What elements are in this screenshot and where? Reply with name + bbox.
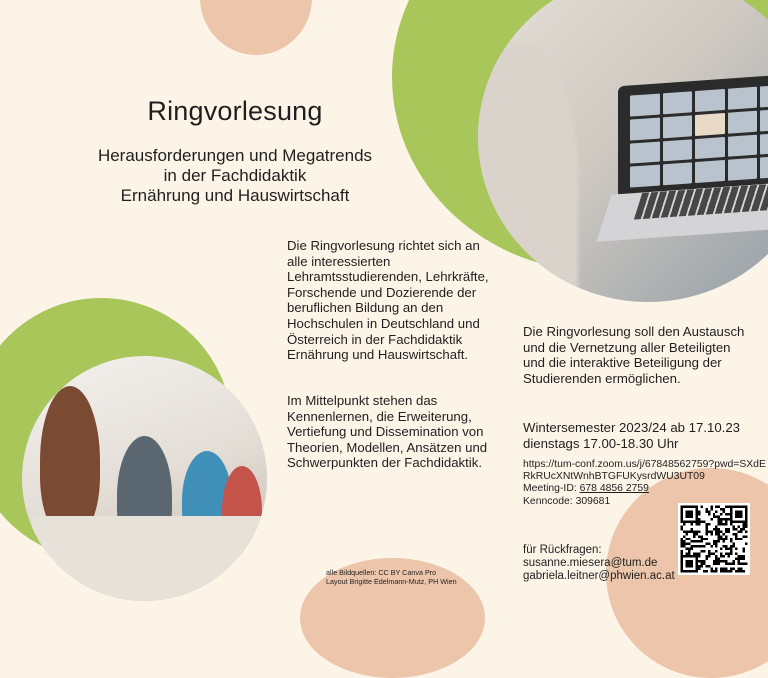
peach-circle-top: [200, 0, 312, 55]
credits-line-2: Layout Brigitte Edelmann-Mutz, PH Wien: [326, 577, 457, 586]
zoom-meeting-id: [523, 483, 768, 495]
zoom-info: [523, 459, 768, 508]
page-title: Ringvorlesung: [147, 96, 323, 126]
classroom-photo: [22, 356, 267, 601]
desk: [32, 516, 267, 601]
credits-line-1: alle Bildquellen: CC BY Canva Pro: [326, 568, 437, 577]
zoom-link[interactable]: https://tum-conf.zoom.us/j/67848562759?pwd=SXdERkRUcXNtWnhBTGFUKysrdWU3UT09: [523, 459, 766, 483]
page-subtitle: Herausforderungen und Megatrends in der Fachdidaktik Ernährung und Hauswirtschaft: [97, 146, 373, 205]
contact-email-1[interactable]: susanne.miesera@tum.de: [523, 557, 658, 569]
schedule-time: dienstags 17.00-18.30 Uhr: [523, 435, 679, 451]
contact-email-2[interactable]: gabriela.leitner@phwien.ac.at: [523, 570, 675, 582]
meeting-id-value[interactable]: 678 4856 2759: [579, 483, 649, 495]
schedule: [523, 420, 758, 451]
video-conference-photo: [478, 0, 768, 302]
schedule-semester: Wintersemester 2023/24 ab 17.10.23: [523, 420, 740, 435]
description-audience: Die Ringvorlesung richtet sich an alle interessierten Lehramtsstudierenden, Lehrkräfte, Forschende und Dozierende der beruflichen Bildung an den Hochschulen in Deutschland und Österreich in der Fachdidaktik Ernährung und Hauswirtschaft.: [287, 238, 489, 363]
zoom-passcode: Kenncode: 309681: [523, 495, 611, 507]
meeting-id-label: Meeting-ID:: [523, 483, 580, 495]
video-call-grid: [630, 84, 768, 187]
description-focus: Im Mittelpunkt stehen das Kennenlernen, die Erweiterung, Vertiefung und Dissemination von Theorien, Modellen, Ansätzen und Schwerpunkten der Fachdidaktik.: [287, 393, 488, 471]
contact-label: für Rückfragen:: [523, 544, 602, 556]
student-figure: [40, 386, 100, 536]
qr-code-icon[interactable]: [678, 503, 750, 575]
image-credits: [326, 568, 486, 586]
description-goal: Die Ringvorlesung soll den Austausch und die Vernetzung aller Beteiligten und die interaktive Beteiligung der Studierenden ermöglichen.: [523, 324, 745, 386]
